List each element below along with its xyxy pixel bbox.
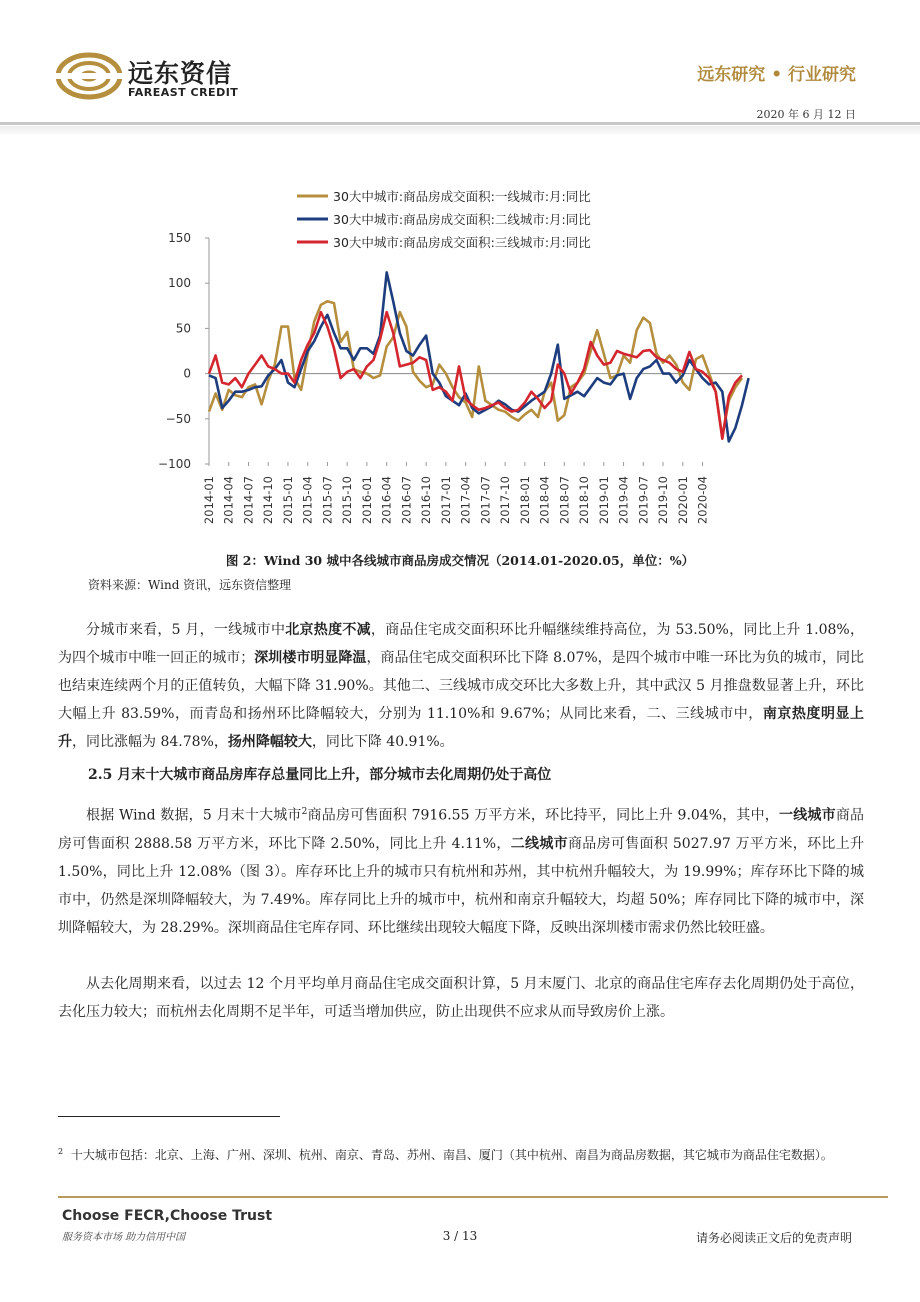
header <box>0 0 920 130</box>
emphasis-text: 深圳楼市明显降温 <box>254 650 367 666</box>
brand-name-en: FAREAST CREDIT <box>128 86 239 99</box>
text-run: 根据 Wind 数据，5 月末十大城市 <box>86 807 302 824</box>
x-tick-label: 2015-04 <box>300 476 315 525</box>
footer-slogan-en: Choose FECR,Choose Trust <box>62 1208 273 1224</box>
x-tick-label: 2015-01 <box>280 476 295 525</box>
x-tick-label: 2014-04 <box>221 476 236 525</box>
x-tick-label: 2017-01 <box>438 476 453 525</box>
emphasis-text: 南京热度明显上升 <box>58 706 865 750</box>
emphasis-text: 扬州降幅较大 <box>227 734 312 750</box>
x-tick-label: 2016-04 <box>379 476 394 525</box>
header-band <box>0 126 920 136</box>
report-date: 2020 年 6 月 12 日 <box>756 108 856 121</box>
y-tick-label: 100 <box>168 276 191 291</box>
x-tick-label: 2018-07 <box>557 476 572 525</box>
x-tick-label: 2017-04 <box>458 476 473 525</box>
footnote-ref: 2 <box>301 807 308 817</box>
emphasis-text: 一线城市 <box>779 807 836 824</box>
x-tick-label: 2020-01 <box>675 476 690 525</box>
page-number: 3 / 13 <box>442 1229 478 1243</box>
y-tick-label: 150 <box>168 231 191 245</box>
x-tick-label: 2019-10 <box>656 476 671 525</box>
figure-caption: 图 2：Wind 30 城中各线城市商品房成交情况（2014.01-2020.05，单位：%） <box>225 553 695 568</box>
footnote-mark: 2 <box>58 1147 64 1156</box>
text-run: 从去化周期来看，以过去 12 个月平均单月商品住宅成交面积计算，5 月末厦门、北京的商品住宅库存去化周期仍处于高位，去化压力较大；而杭州去化周期不足半年，可适当增加供应，防止出现供不应求从而导致房价上涨。 <box>58 976 864 1020</box>
legend-label: 30大中城市:商品房成交面积:一线城市:月:同比 <box>333 189 591 204</box>
footer-slogan-cn: 服务资本市场 助力信用中国 <box>62 1232 186 1243</box>
x-tick-label: 2018-04 <box>537 476 552 525</box>
x-tick-label: 2016-07 <box>399 476 414 525</box>
footnote <box>58 1142 864 1165</box>
footnote-rule <box>58 1116 280 1117</box>
footer-rule <box>58 1196 888 1198</box>
y-tick-label: 0 <box>183 366 191 381</box>
x-tick-label: 2018-10 <box>577 476 592 525</box>
disclaimer-link[interactable]: 请务必阅读正文后的免责声明 <box>695 1231 852 1245</box>
text-run: 商品房可售面积 7916.55 万平方米，环比持平，同比上升 9.04%，其中， <box>307 807 780 824</box>
x-tick-label: 2015-07 <box>320 476 335 525</box>
x-tick-label: 2014-07 <box>241 476 256 525</box>
y-tick-label: 50 <box>175 321 191 336</box>
x-tick-label: 2019-01 <box>596 476 611 525</box>
legend-label: 30大中城市:商品房成交面积:二线城市:月:同比 <box>333 212 591 227</box>
x-tick-label: 2017-10 <box>498 476 513 525</box>
paragraph-inventory <box>58 798 864 942</box>
x-tick-label: 2016-01 <box>359 476 374 525</box>
fareast-logo-icon <box>56 52 122 100</box>
y-tick-label: −50 <box>165 411 191 426</box>
section-heading: 2.5 月末十大城市商品房库存总量同比上升，部分城市去化周期仍处于高位 <box>88 767 552 783</box>
footnote-text: 十大城市包括：北京、上海、广州、深圳、杭州、南京、青岛、苏州、南昌、厦门（其中杭州、南昌为商品房数据，其它城市为商品住宅数据）。 <box>70 1148 833 1162</box>
text-run: 商品房可售面积 2888.58 万平方米，环比下降 2.50%，同比上升 4.11%， <box>58 807 865 852</box>
brand-name-cn: 远东资信 <box>128 59 233 88</box>
x-tick-label: 2019-07 <box>636 475 651 525</box>
text-run: 商品房可售面积 5027.97 万平方米，环比上升 1.50%，同比上升 12.08%（图 3）。库存环比上升的城市只有杭州和苏州，其中杭州升幅较大，为 19.99%；库存环比下降的城市中，仍然是深圳降幅较大，为 7.49%。库存同比上升的城市中，杭州和南京升幅较大，均超 50%；库存同比下降的城市中，深圳降幅较大，为 28.29%。深圳商品住宅库存同、环比继续出现较大幅度下降，反映出深圳楼市需求仍然比较旺盛。 <box>58 835 865 936</box>
x-tick-label: 2017-07 <box>478 476 493 525</box>
header-divider <box>0 122 920 125</box>
x-tick-label: 2014-01 <box>202 476 216 525</box>
line-chart <box>150 180 770 530</box>
paragraph-destock-cycle <box>58 970 864 1026</box>
text-run: ，商品住宅成交面积环比升幅继续维持高位，为 53.50%，同比上升 1.08%，为四个城市中唯一回正的城市； <box>58 622 865 666</box>
emphasis-text: 二线城市 <box>510 835 568 852</box>
y-tick-label: −100 <box>158 457 191 471</box>
text-run: ，同比下降 40.91%。 <box>311 734 454 750</box>
x-tick-label: 2016-10 <box>419 476 434 525</box>
text-run: 分城市来看，5 月，一线城市中 <box>86 622 286 638</box>
text-run: ，商品住宅成交面积环比下降 8.07%，是四个城市中唯一环比为负的城市，同比也结束连续两个月的正值转负，大幅下降 31.90%。其他二、三线城市成交环比大多数上升，其中武汉 5 月推盘数显著上升，环比大幅上升 83.59%，而青岛和扬州环比降幅较大，分别为 11.10%和 9.67%；从同比来看，二、三线城市中， <box>58 650 865 722</box>
x-tick-label: 2018-01 <box>517 476 532 525</box>
x-tick-label: 2015-10 <box>340 476 355 525</box>
emphasis-text: 北京热度不减 <box>285 622 371 638</box>
legend-label: 30大中城市:商品房成交面积:三线城市:月:同比 <box>333 235 591 250</box>
text-run: ，同比涨幅为 84.78%， <box>72 734 228 750</box>
figure-source: 资料来源：Wind 资讯，远东资信整理 <box>88 578 292 592</box>
section-title: 远东研究 • 行业研究 <box>697 65 856 85</box>
x-tick-label: 2014-10 <box>261 476 276 525</box>
x-tick-label: 2020-04 <box>695 476 710 525</box>
x-tick-label: 2019-04 <box>616 476 631 525</box>
paragraph-city-analysis <box>58 616 864 756</box>
